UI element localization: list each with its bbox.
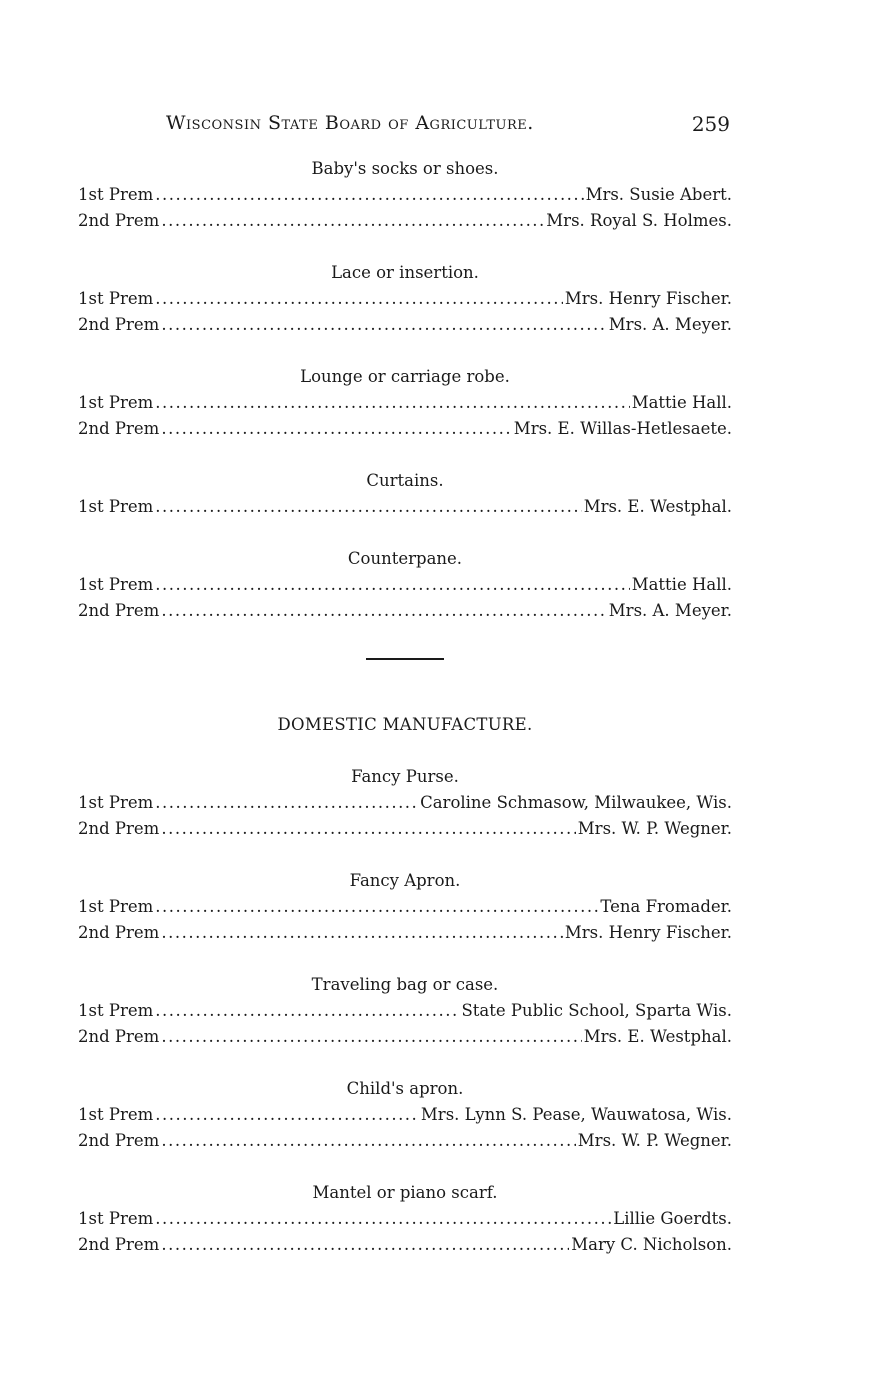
category-title: Curtains. (366, 471, 444, 490)
award-row (78, 416, 732, 442)
award-row (78, 572, 732, 598)
award-place: 2nd Prem (78, 419, 160, 438)
category-title: Fancy Purse. (351, 767, 459, 786)
award-winner: Mrs. W. P. Wegner. (577, 819, 732, 838)
award-winner: Caroline Schmasow, Milwaukee, Wis. (420, 793, 732, 812)
award-row (78, 494, 732, 520)
section-spacer (78, 442, 732, 468)
award-place: 1st Prem (78, 793, 154, 812)
section-spacer (78, 1050, 732, 1076)
award-row (78, 1232, 732, 1258)
running-title: Wisconsin State Board of Agriculture. (166, 112, 534, 134)
award-winner: Mrs. Royal S. Holmes. (546, 211, 732, 230)
section-spacer (78, 1154, 732, 1180)
premium-category (78, 972, 732, 1050)
award-winner: Mrs. Lynn S. Pease, Wauwatosa, Wis. (420, 1105, 732, 1124)
award-place: 1st Prem (78, 289, 154, 308)
category-title: Fancy Apron. (349, 871, 461, 890)
dot-leader (155, 1102, 419, 1128)
award-place: 2nd Prem (78, 601, 160, 620)
award-row (78, 1024, 732, 1050)
page-number: 259 (691, 112, 730, 136)
award-row (78, 1128, 732, 1154)
premium-category (78, 364, 732, 442)
section-divider (366, 658, 444, 660)
dot-leader (155, 390, 629, 416)
award-place: 1st Prem (78, 897, 154, 916)
award-place: 1st Prem (78, 1001, 154, 1020)
category-title: Counterpane. (347, 549, 463, 568)
premium-category (78, 764, 732, 842)
premium-category (78, 1180, 732, 1258)
premium-category (78, 260, 732, 338)
award-place: 2nd Prem (78, 819, 160, 838)
award-row (78, 1102, 732, 1128)
award-row (78, 208, 732, 234)
section-heading: DOMESTIC MANUFACTURE. (277, 715, 533, 734)
award-place: 1st Prem (78, 393, 154, 412)
category-title: Child's apron. (346, 1079, 464, 1098)
dot-leader (161, 920, 563, 946)
award-place: 2nd Prem (78, 315, 160, 334)
dot-leader (161, 1024, 581, 1050)
dot-leader (161, 598, 606, 624)
category-title: Baby's socks or shoes. (311, 159, 499, 178)
award-winner: Mrs. Henry Fischer. (564, 923, 732, 942)
premium-category (78, 1076, 732, 1154)
award-winner: Mrs. E. Westphal. (583, 1027, 732, 1046)
award-winner: Mrs. Henry Fischer. (564, 289, 732, 308)
category-title: Lounge or carriage robe. (300, 367, 510, 386)
section-spacer (78, 946, 732, 972)
award-row (78, 790, 732, 816)
award-place: 1st Prem (78, 1105, 154, 1124)
dot-leader (155, 1206, 611, 1232)
dot-leader (161, 312, 606, 338)
premium-category (78, 868, 732, 946)
award-row (78, 1206, 732, 1232)
section-spacer (78, 234, 732, 260)
award-winner: Mrs. E. Westphal. (583, 497, 732, 516)
dot-leader (161, 416, 511, 442)
dot-leader (155, 894, 598, 920)
dot-leader (161, 1232, 569, 1258)
premium-category (78, 156, 732, 234)
award-row (78, 894, 732, 920)
premium-category (78, 546, 732, 624)
running-header (78, 112, 732, 146)
award-winner: Lillie Goerdts. (613, 1209, 732, 1228)
award-winner: Mary C. Nicholson. (571, 1235, 732, 1254)
award-place: 2nd Prem (78, 211, 160, 230)
award-place: 1st Prem (78, 497, 154, 516)
category-title: Mantel or piano scarf. (312, 1183, 498, 1202)
document-page (78, 112, 732, 1258)
award-row (78, 998, 732, 1024)
award-winner: State Public School, Sparta Wis. (461, 1001, 732, 1020)
dot-leader (161, 208, 544, 234)
dot-leader (161, 1128, 575, 1154)
award-winner: Mrs. W. P. Wegner. (577, 1131, 732, 1150)
award-place: 2nd Prem (78, 1131, 160, 1150)
award-row (78, 182, 732, 208)
award-place: 2nd Prem (78, 923, 160, 942)
award-winner: Mrs. A. Meyer. (608, 315, 732, 334)
award-place: 1st Prem (78, 185, 154, 204)
award-row (78, 286, 732, 312)
section-spacer (78, 338, 732, 364)
category-title: Traveling bag or case. (311, 975, 499, 994)
section-spacer (78, 842, 732, 868)
premium-category (78, 468, 732, 520)
award-row (78, 816, 732, 842)
dot-leader (155, 572, 629, 598)
award-place: 1st Prem (78, 1209, 154, 1228)
award-winner: Mattie Hall. (631, 575, 732, 594)
award-winner: Mattie Hall. (631, 393, 732, 412)
dot-leader (155, 790, 418, 816)
premium-list-domestic-manufacture (78, 764, 732, 1258)
award-place: 1st Prem (78, 575, 154, 594)
award-place: 2nd Prem (78, 1027, 160, 1046)
award-row (78, 312, 732, 338)
dot-leader (155, 998, 459, 1024)
award-winner: Mrs. Susie Abert. (585, 185, 732, 204)
dot-leader (161, 816, 575, 842)
award-row (78, 920, 732, 946)
award-winner: Tena Fromader. (600, 897, 732, 916)
award-row (78, 390, 732, 416)
award-row (78, 598, 732, 624)
dot-leader (155, 286, 563, 312)
section-spacer (78, 520, 732, 546)
category-title: Lace or insertion. (331, 263, 479, 282)
premium-list-needlework (78, 156, 732, 624)
award-place: 2nd Prem (78, 1235, 160, 1254)
award-winner: Mrs. E. Willas-Hetlesaete. (513, 419, 732, 438)
dot-leader (155, 494, 581, 520)
award-winner: Mrs. A. Meyer. (608, 601, 732, 620)
dot-leader (155, 182, 583, 208)
